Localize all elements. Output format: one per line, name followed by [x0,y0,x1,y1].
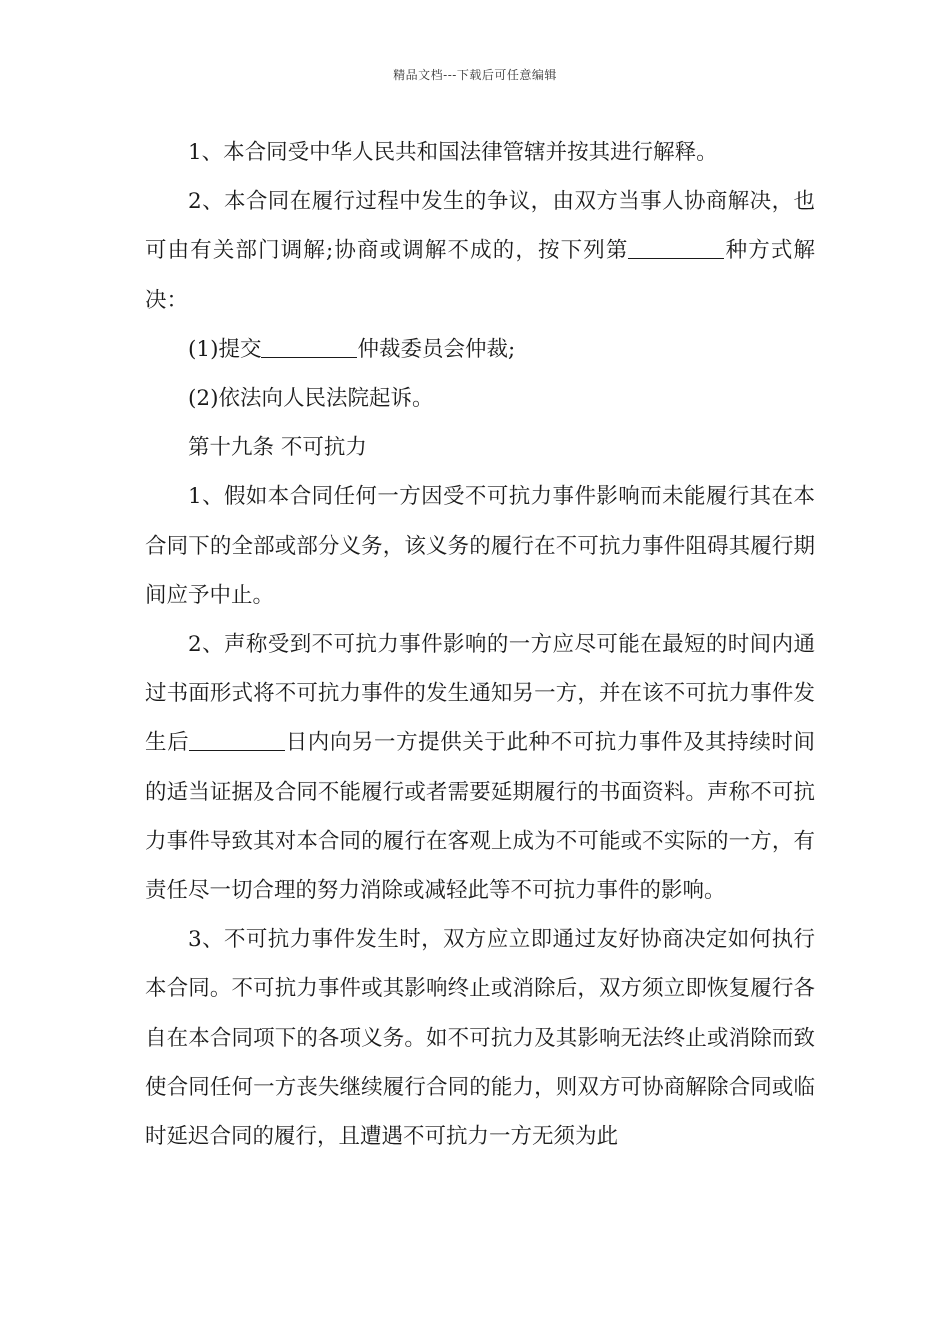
text: 种方式解决： [145,238,815,313]
paragraph-force-2 [145,620,815,915]
text: 1、本合同受中华人民共和国法律管辖并按其进行解释。 [188,140,718,165]
text: 1、假如本合同任何一方因受不可抗力事件影响而未能履行其在本合同下的全部或部分义务，该义务的履行在不可抗力事件阻碍其履行期间应予中止。 [145,484,815,608]
paragraph-force-1 [145,472,815,620]
document-body [145,128,815,1161]
paragraph-lawsuit [145,374,815,423]
paragraph-law [145,128,815,177]
text: (1)提交 [188,336,262,362]
text: 仲裁委员会仲裁; [357,336,516,362]
fill-blank[interactable] [189,730,285,751]
paragraph-arbitration [145,325,815,374]
text: 日内向另一方提供关于此种不可抗力事件及其持续时间的适当证据及合同不能履行或者需要延期履行的书面资料。声称不可抗力事件导致其对本合同的履行在客观上成为不可能或不实际的一方，有责任尽一切合理的努力消除或减轻此等不可抗力事件的影响。 [145,730,815,904]
text: 3、不可抗力事件发生时，双方应立即通过友好协商决定如何执行本合同。不可抗力事件或其影响终止或消除后，双方须立即恢复履行各自在本合同项下的各项义务。如不可抗力及其影响无法终止或消除而致使合同任何一方丧失继续履行合同的能力，则双方可协商解除合同或临时延迟合同的履行，且遭遇不可抗力一方无须为此 [145,927,815,1150]
fill-blank[interactable] [261,337,357,358]
paragraph-force-3 [145,915,815,1161]
text: 2、声称受到不可抗力事件影响的一方应尽可能在最短的时间内通过书面形式将不可抗力事件的发生通知另一方，并在该不可抗力事件发生后 [145,632,815,756]
text: 2、本合同在履行过程中发生的争议，由双方当事人协商解决，也可由有关部门调解;协商或调解不成的，按下列第 [145,189,815,264]
fill-blank[interactable] [628,238,724,259]
paragraph-dispute [145,177,815,325]
text: (2)依法向人民法院起诉。 [188,386,434,412]
text: 第十九条 不可抗力 [188,435,367,461]
page-header: 精品文档---下载后可任意编辑 [393,68,557,82]
section-title [145,423,815,472]
